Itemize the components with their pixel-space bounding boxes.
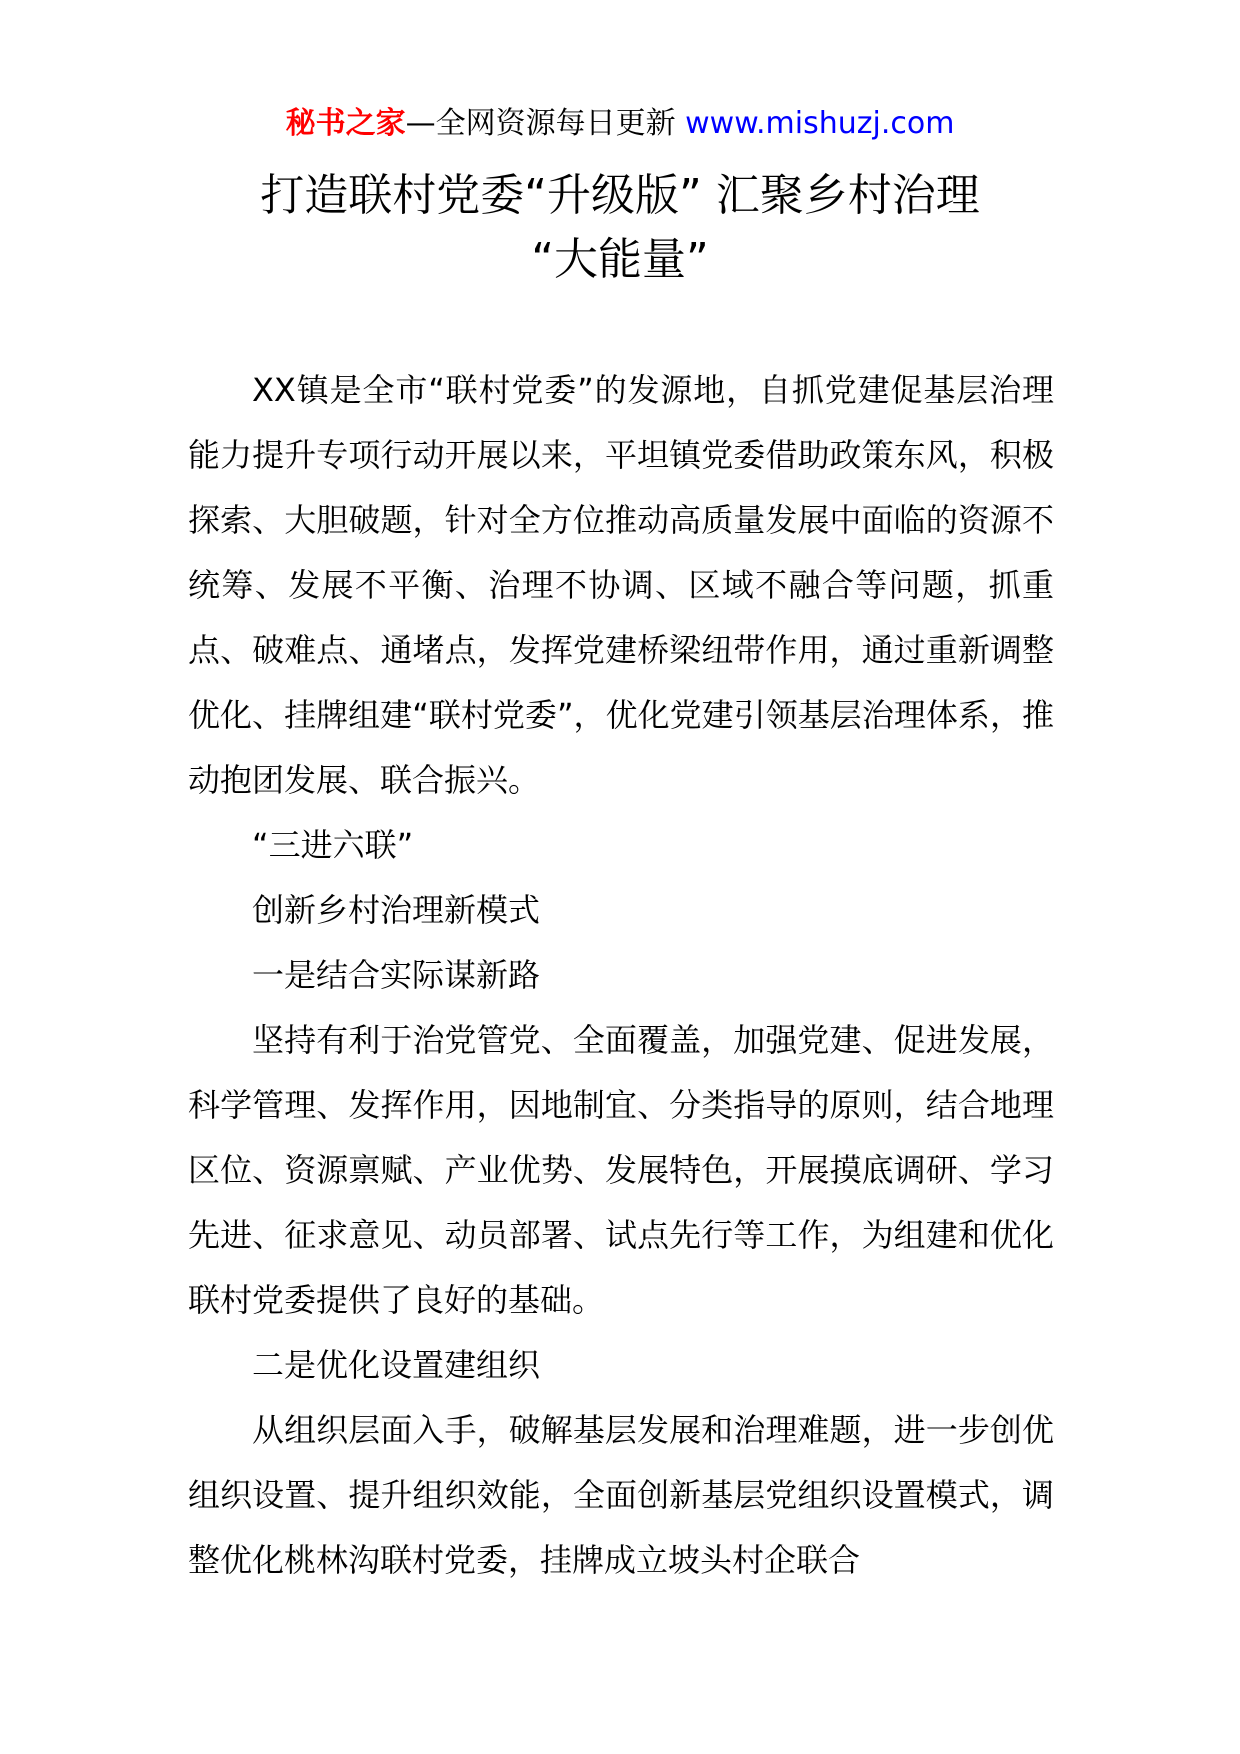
site-header: [0, 104, 1240, 144]
point-paragraph-1: 坚持有利于治党管党、全面覆盖，加强党建、促进发展，科学管理、发挥作用，因地制宜、分类指导的原则，结合地理区位、资源禀赋、产业优势、发展特色，开展摸底调研、学习先进、征求意见、动员部署、试点先行等工作，为组建和优化联村党委提供了良好的基础。: [188, 1021, 1054, 1319]
intro-paragraph: XX镇是全市“联村党委”的发源地，自抓党建促基层治理能力提升专项行动开展以来，平坦镇党委借助政策东风，积极探索、大胆破题，针对全方位推动高质量发展中面临的资源不统筹、发展不平衡、治理不协调、区域不融合等问题，抓重点、破难点、通堵点，发挥党建桥梁纽带作用，通过重新调整优化、挂牌组建“联村党委”，优化党建引领基层治理体系，推动抱团发展、联合振兴。: [188, 371, 1054, 799]
document-title: [150, 164, 1090, 292]
site-brand: 秘书之家: [285, 106, 406, 141]
site-url-link[interactable]: www.mishuzj.com: [685, 106, 955, 141]
point-heading-1: 一是结合实际谋新路: [252, 956, 541, 994]
title-line-1: 打造联村党委“升级版” 汇聚乡村治理: [260, 170, 980, 221]
section-subheading: 创新乡村治理新模式: [252, 891, 541, 929]
title-line-2: “大能量”: [531, 234, 709, 285]
point-heading-2: 二是优化设置建组织: [252, 1346, 541, 1384]
document-body: [188, 358, 1054, 1593]
site-tagline: —全网资源每日更新: [405, 106, 686, 141]
point-paragraph-2: 从组织层面入手，破解基层发展和治理难题，进一步创优组织设置、提升组织效能，全面创新基层党组织设置模式，调整优化桃林沟联村党委，挂牌成立坡头村企联合: [188, 1411, 1054, 1579]
section-heading: “三进六联”: [252, 826, 414, 864]
